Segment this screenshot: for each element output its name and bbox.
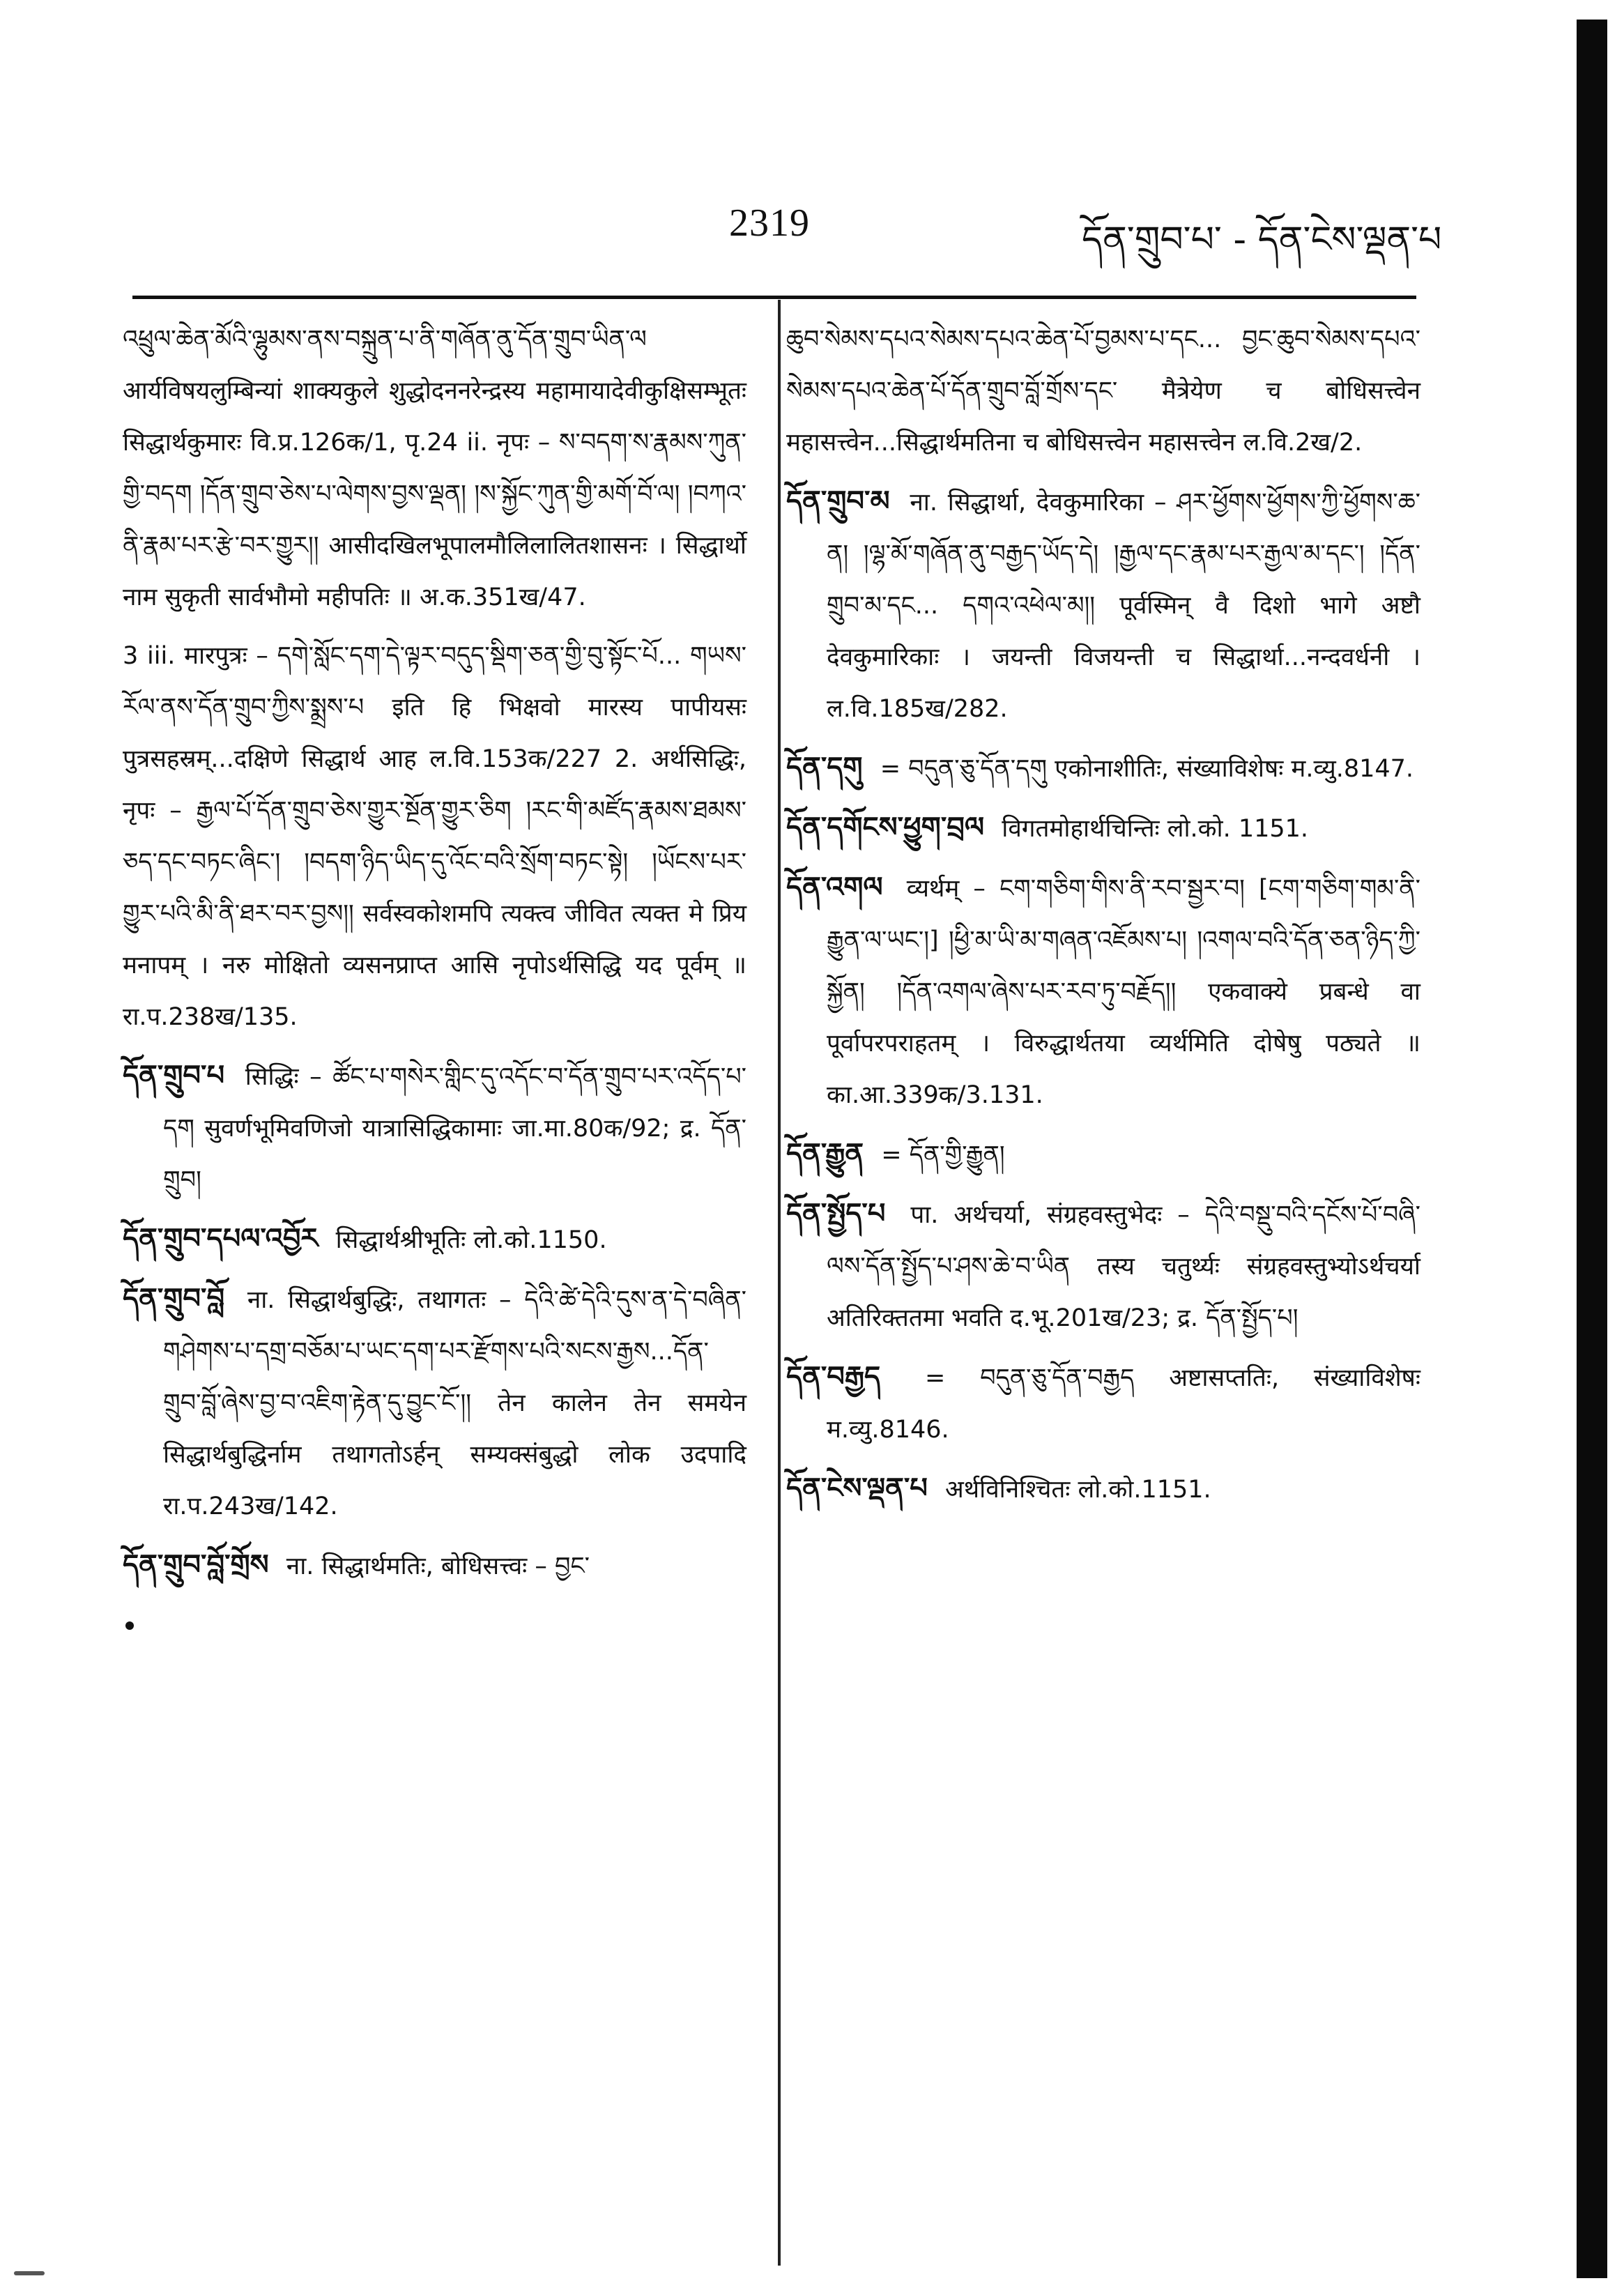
dictionary-entry xyxy=(123,1050,746,1206)
dictionary-entry xyxy=(786,802,1420,855)
entry-headword: དོན་གྲུབ་པ xyxy=(123,1060,225,1092)
entry-headword: དོན་རྒྱུན xyxy=(786,1138,864,1170)
entry-text: = བདུན་ཅུ་དོན་དགུ एकोनाशीतिः, संख्याविशेषः म.व्यु.8147. xyxy=(880,755,1414,783)
dictionary-entry xyxy=(123,1273,746,1532)
scan-smudge xyxy=(14,2271,45,2275)
column-divider xyxy=(778,300,781,2266)
margin-dot xyxy=(125,1621,134,1630)
dictionary-entry xyxy=(786,1128,1420,1181)
dictionary-entry xyxy=(123,1539,746,1592)
dictionary-entry xyxy=(786,862,1420,1121)
entry-text: विगतमोहार्थचिन्तिः लो.को. 1151. xyxy=(1002,815,1309,843)
entry-text: = དོན་གྱི་རྒྱུན། xyxy=(881,1141,1005,1169)
dictionary-entry xyxy=(786,475,1420,735)
entry-text: ना. सिद्धार्था, देवकुमारिका – ཤར་ཕྱོགས་ཕྱོགས་ཀྱི་ཕྱོགས་ཆ་ན། །ལྷ་མོ་གཞོན་ནུ་བརྒྱད་ཡོད་དེ། །རྒྱལ་དང་རྣམ་པར་རྒྱལ་མ་དང་། །དོན་གྲུབ་མ་དང... དགའ་འཕེལ་མ།། पूर्वस्मिन् वै दिशो भागे अष्टौ देवकुमारिकाः । जयन्ती विजयन्ती च सिद्धार्था...नन्दवर्धनी । ल.वि.185ख/282. xyxy=(827,489,1420,723)
page-number: 2319 xyxy=(729,201,810,245)
dictionary-entry xyxy=(123,630,746,1043)
entry-headword: དོན་གྲུབ་བློ xyxy=(123,1283,225,1315)
left-column xyxy=(123,314,746,1599)
dictionary-entry xyxy=(123,314,746,623)
entry-headword: དོན་གྲུབ་བློ་གྲོས xyxy=(123,1549,269,1581)
entry-text: ཆུབ་སེམས་དཔའ་སེམས་དཔའ་ཆེན་པོ་བྱམས་པ་དང... བྱང་ཆུབ་སེམས་དཔའ་སེམས་དཔའ་ཆེན་པོ་དོན་གྲུབ་བློ་གྲོས་དང་ मैत्रेयेण च बोधिसत्त्वेन महासत्त्वेन...सिद्धार्थमतिना च बोधिसत्त्वेन महासत्त्वेन ल.वि.2ख/2. xyxy=(786,326,1420,457)
entry-text: सिद्धार्थश्रीभूतिः लो.को.1150. xyxy=(335,1226,607,1254)
entry-headword: དོན་དགོངས་ཕྱུག་བྲལ xyxy=(786,811,985,844)
dictionary-entry xyxy=(786,1463,1420,1516)
entry-text: = བདུན་ཅུ་དོན་བརྒྱད अष्टासप्ततिः, संख्याविशेषः म.व्यु.8146. xyxy=(827,1364,1420,1444)
entry-text: འཕྲུལ་ཆེན་མོའི་ལྷུམས་ནས་བསྐྲུན་པ་ནི་གཞོན་ནུ་དོན་གྲུབ་ཡིན་ལ आर्यविषयलुम्बिन्यां शाक्यकुले शुद्धोदननरेन्द्रस्य महामायादेवीकुक्षिसम्भूतः सिद्धार्थकुमारः वि.प्र.126क/1, पृ.24 ii. नृपः – ས་བདག་ས་རྣམས་ཀུན་གྱི་བདག །དོན་གྲུབ་ཅེས་པ་ལེགས་བྱས་ལྡན། །ས་སྐྱོང་ཀུན་གྱི་མགོ་བོ་ལ། །བཀའ་ནི་རྣམ་པར་རྩེ་བར་གྱུར།། आसीदखिलभूपालमौलिलालितशासनः । सिद्धार्थो नाम सुकृती सार्वभौमो महीपतिः ॥ अ.क.351ख/47. xyxy=(123,326,746,611)
entry-headword: དོན་དགུ xyxy=(786,751,863,784)
entry-headword: དོན་འགལ xyxy=(786,871,883,903)
entry-text: 3 iii. मारपुत्रः – དགེ་སློང་དག་དེ་ལྟར་བདུད་སྡིག་ཅན་གྱི་བུ་སྟོང་པོ... གཡས་རོལ་ནས་དོན་གྲུབ་ཀྱིས་སྨྲས་པ इति हि भिक्षवो मारस्य पापीयसः पुत्रसहस्रम्...दक्षिणे सिद्धार्थ आह ल.वि.153क/227 2. अर्थसिद्धिः, नृपः – རྒྱལ་པོ་དོན་གྲུབ་ཅེས་གྱུར་སྔོན་གྱུར་ཅིག །རང་གི་མཛོད་རྣམས་ཐམས་ཅད་དང་བཏང་ཞིང་། །བདག་ཉིད་ཡིད་དུ་འོང་བའི་སྲོག་བཏང་སྟེ། །ཡོངས་པར་གྱུར་པའི་མི་ནི་ཐར་བར་བྱས།། सर्वस्वकोशमपि त्यक्त्व जीवित त्यक्त मे प्रिय मनापम् । नरु मोक्षितो व्यसनप्राप्त आसि नृपोऽर्थसिद्धि यद पूर्वम् ॥ रा.प.238ख/135. xyxy=(123,642,746,1031)
entry-text: ना. सिद्धार्थमतिः, बोधिसत्त्वः – བྱང་ xyxy=(286,1552,590,1580)
entry-text: ना. सिद्धार्थबुद्धिः, तथागतः – དེའི་ཚེ་དེའི་དུས་ན་དེ་བཞིན་གཤེགས་པ་དགྲ་བཅོམ་པ་ཡང་དག་པར་རྫོགས་པའི་སངས་རྒྱས...དོན་གྲུབ་བློ་ཞེས་བྱ་བ་འཇིག་རྟེན་དུ་བྱུང་ངོ་།། तेन कालेन तेन समयेन सिद्धार्थबुद्धिर्नाम तथागतोऽर्हन् सम्यक्संबुद्धो लोक उदपादि रा.प.243ख/142. xyxy=(163,1286,746,1520)
entry-text: सिद्धिः – ཚོང་པ་གསེར་གླིང་དུ་འདོང་བ་དོན་གྲུབ་པར་འདོད་པ་དག सुवर्णभूमिवणिजो यात्रासिद्धिकामाः जा.मा.80क/92; द्र. དོན་གྲུབ། xyxy=(163,1063,746,1194)
entry-text: पा. अर्थचर्या, संग्रहवस्तुभेदः – དེའི་བསྡུ་བའི་དངོས་པོ་བཞི་ལས་དོན་སྤྱོད་པ་ཤས་ཆེ་བ་ཡིན तस्य चतुर्थ्यः संग्रहवस्तुभ्योऽर्थचर्या अतिरिक्ततमा भवति द.भू.201ख/23; द्र. དོན་སྤྱོད་པ། xyxy=(827,1201,1420,1332)
book-spine-shadow xyxy=(1577,20,1607,2278)
dictionary-entry xyxy=(786,1351,1420,1456)
entry-text: व्यर्थम् – ངག་གཅིག་གིས་ནི་རབ་སྦྱར་བ། [ངག་གཅིག་གམ་ནི་རྒྱུན་ལ་ཡང་།] །ཕྱི་མ་ཡི་མ་གཞན་འཇོམས་པ། །འགལ་བའི་དོན་ཅན་ཉིད་ཀྱི་སྐྱོན། །དོན་འགལ་ཞེས་པར་རབ་ཏུ་བརྗོད།། एकवाक्ये प्रबन्धे वा पूर्वापरपराहतम् । विरुद्धार्थतया व्यर्थमिति दोषेषु पठ्यते ॥ का.आ.339क/3.131. xyxy=(827,875,1420,1109)
header-rule xyxy=(132,296,1416,299)
entry-headword: དོན་གྲུབ་དཔལ་འབྱོར xyxy=(123,1223,319,1255)
entry-headword: དོན་ངེས་ལྡན་པ xyxy=(786,1472,928,1504)
entry-headword: དོན་སྤྱོད་པ xyxy=(786,1198,886,1230)
dictionary-entry xyxy=(786,742,1420,795)
entry-headword: དོན་བརྒྱད xyxy=(786,1361,881,1393)
dictionary-entry xyxy=(786,314,1420,468)
entry-text: अर्थविनिश्चितः लो.को.1151. xyxy=(945,1476,1211,1504)
dictionary-entry xyxy=(786,1188,1420,1344)
entry-headword: དོན་གྲུབ་མ xyxy=(786,485,890,517)
right-column xyxy=(786,314,1420,1522)
dictionary-entry xyxy=(123,1213,746,1266)
running-head: དོན་གྲུབ་པ་ - དོན་ངེས་ལྡན་པ xyxy=(1082,219,1442,261)
